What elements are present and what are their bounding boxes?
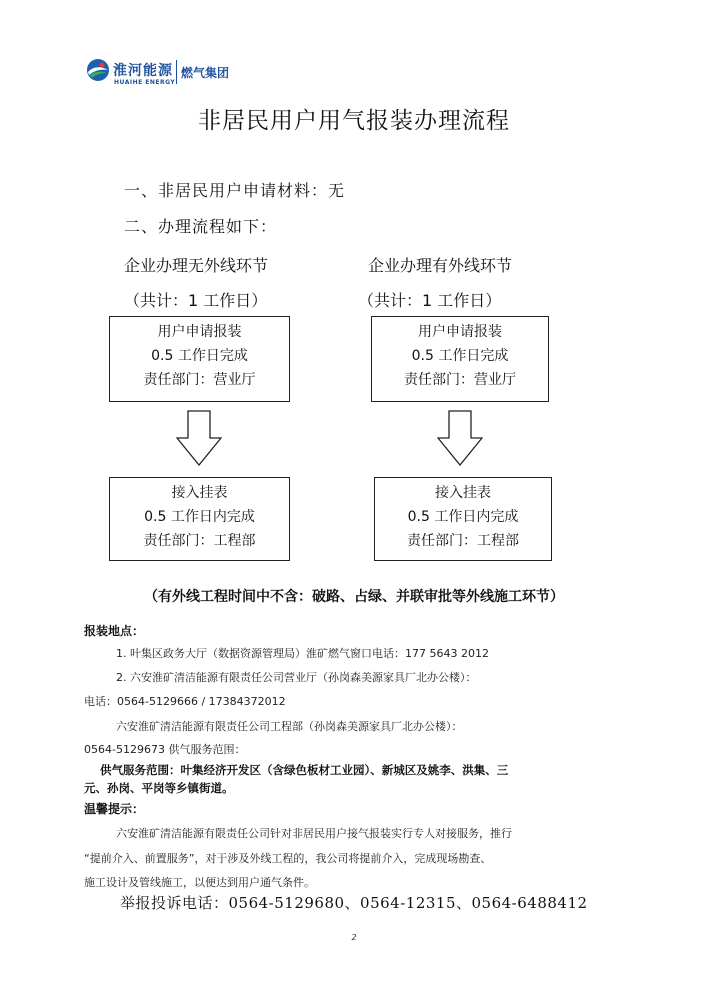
step-department: 责任部门：工程部 <box>407 533 519 549</box>
left-step-apply-box <box>109 316 290 402</box>
left-step-install-box <box>109 477 290 561</box>
step-duration: 0.5 工作日完成 <box>151 348 248 364</box>
location-item-2-phone: 电话：0564-5129666 / 17384372012 <box>84 695 286 708</box>
step-duration: 0.5 工作日内完成 <box>407 509 519 525</box>
right-step-apply-box <box>371 316 549 402</box>
location-item-3: 六安淮矿清洁能源有限责任公司工程部（孙岗森美源家具厂北办公楼）： <box>116 720 463 733</box>
tips-line-2: “提前介入、前置服务”，对于涉及外线工程的，我公司将提前介入，完成现场勘查、 <box>84 852 492 865</box>
step-department: 责任部门：工程部 <box>143 533 256 549</box>
location-item-2: 2. 六安淮矿清洁能源有限责任公司营业厅（孙岗森美源家具厂北办公楼）： <box>116 671 477 684</box>
complaint-phone-line: 举报投诉电话：0564-5129680、0564-12315、0564-6488412 <box>120 894 588 912</box>
column-external-heading: 企业办理有外线环节 <box>368 256 513 275</box>
process-heading: 二、办理流程如下： <box>124 217 278 236</box>
column-external-total: （共计：1 工作日） <box>358 291 502 310</box>
tips-line-3: 施工设计及管线施工，以便达到用户通气条件。 <box>84 876 315 889</box>
tips-line-1: 六安淮矿清洁能源有限责任公司针对非居民用户接气报装实行专人对接服务，推行 <box>116 827 512 840</box>
exclusion-note: （有外线工程时间中不含：破路、占绿、并联审批等外线施工环节） <box>144 589 564 605</box>
page-title: 非居民用户用气报装办理流程 <box>198 108 510 134</box>
service-area-line-2: 元、孙岗、平岗等乡镇街道。 <box>84 781 234 795</box>
logo-name: 淮河能源 <box>113 63 173 79</box>
right-step-install-box <box>374 477 552 561</box>
logo-subtitle: 燃气集团 <box>181 66 230 80</box>
column-no-external-total: （共计：1 工作日） <box>124 291 268 310</box>
step-department: 责任部门：营业厅 <box>404 372 516 388</box>
service-area-line-1: 供气服务范围：叶集经济开发区（含绿色板材工业园）、新城区及姚李、洪集、三 <box>100 763 509 777</box>
logo-english: HUAIHE ENERGY <box>114 79 176 86</box>
locations-heading: 报装地点： <box>84 624 145 638</box>
location-item-3-phone: 0564-5129673 供气服务范围： <box>84 743 246 756</box>
tips-heading: 温馨提示： <box>84 802 145 816</box>
company-logo-icon <box>86 58 110 82</box>
step-duration: 0.5 工作日内完成 <box>144 509 255 525</box>
materials-heading: 一、非居民用户申请材料：无 <box>124 181 346 200</box>
location-item-1: 1. 叶集区政务大厅（数据资源管理局）淮矿燃气窗口电话：177 5643 2012 <box>116 647 489 660</box>
step-title: 接入挂表 <box>171 485 228 501</box>
step-title: 用户申请报装 <box>418 324 502 340</box>
step-duration: 0.5 工作日完成 <box>411 348 509 364</box>
right-down-arrow-icon <box>437 410 483 466</box>
column-no-external-heading: 企业办理无外线环节 <box>124 256 269 275</box>
step-department: 责任部门：营业厅 <box>143 372 256 388</box>
step-title: 接入挂表 <box>435 485 491 501</box>
left-down-arrow-icon <box>176 410 222 466</box>
page-number: 2 <box>351 933 357 942</box>
logo-divider <box>176 60 177 84</box>
step-title: 用户申请报装 <box>157 324 242 340</box>
